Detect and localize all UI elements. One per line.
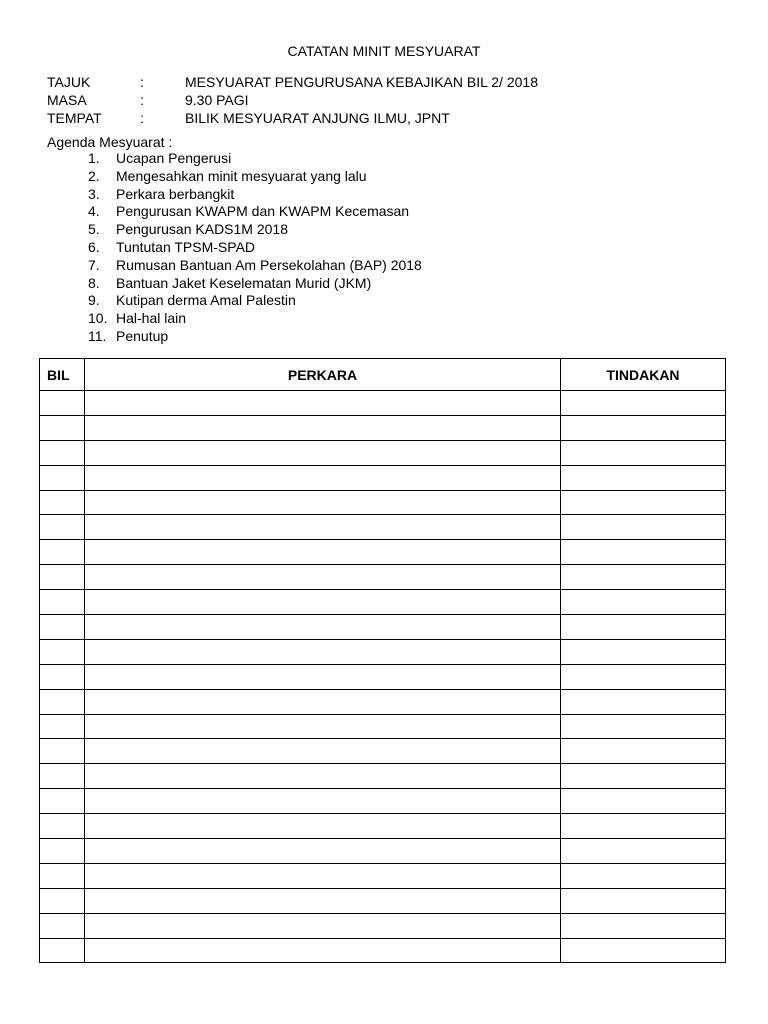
table-body <box>40 391 726 963</box>
agenda-item-text: Perkara berbangkit <box>116 185 235 202</box>
perkara-cell <box>85 664 561 689</box>
agenda-item-number: 11. <box>88 327 107 344</box>
table-row <box>40 540 726 565</box>
minutes-table <box>39 358 726 963</box>
tindakan-cell <box>561 839 726 864</box>
agenda-item-number: 9. <box>88 292 100 309</box>
table-row <box>40 490 726 515</box>
table-row <box>40 689 726 714</box>
perkara-cell <box>85 913 561 938</box>
table-row <box>40 415 726 440</box>
tindakan-cell <box>561 415 726 440</box>
perkara-cell <box>85 590 561 615</box>
agenda-item-text: Pengurusan KADS1M 2018 <box>116 221 288 238</box>
agenda-item-number: 2. <box>88 167 100 184</box>
header-bil: BIL <box>40 359 85 391</box>
bil-cell <box>40 814 85 839</box>
bil-cell <box>40 863 85 888</box>
agenda-item-number: 8. <box>88 274 100 291</box>
tindakan-cell <box>561 440 726 465</box>
agenda-item <box>88 168 422 186</box>
perkara-cell <box>85 615 561 640</box>
document-title: CATATAN MINIT MESYUARAT <box>287 43 481 59</box>
agenda-item-text: Hal-hal lain <box>116 310 187 327</box>
perkara-cell <box>85 714 561 739</box>
meta-value: BILIK MESYUARAT ANJUNG ILMU, JPNT <box>185 110 450 126</box>
tindakan-cell <box>561 540 726 565</box>
perkara-cell <box>85 515 561 540</box>
agenda-item-text: Bantuan Jaket Keselematan Murid (JKM) <box>116 274 372 291</box>
bil-cell <box>40 565 85 590</box>
bil-cell <box>40 415 85 440</box>
tindakan-cell <box>561 664 726 689</box>
tindakan-cell <box>561 789 726 814</box>
table-row <box>40 739 726 764</box>
perkara-cell <box>85 814 561 839</box>
agenda-item-text: Mengesahkan minit mesyuarat yang lalu <box>116 167 367 184</box>
bil-cell <box>40 440 85 465</box>
bil-cell <box>40 639 85 664</box>
agenda-item <box>88 275 422 293</box>
table-row <box>40 465 726 490</box>
agenda-item-number: 6. <box>88 238 100 255</box>
agenda-item-text: Pengurusan KWAPM dan KWAPM Kecemasan <box>116 203 410 220</box>
agenda-item-number: 7. <box>88 256 100 273</box>
agenda-item-text: Penutup <box>116 327 169 344</box>
perkara-cell <box>85 789 561 814</box>
table-row <box>40 590 726 615</box>
table-row <box>40 814 726 839</box>
agenda-item <box>88 310 422 328</box>
table-row <box>40 714 726 739</box>
tindakan-cell <box>561 863 726 888</box>
table-row <box>40 789 726 814</box>
perkara-cell <box>85 639 561 664</box>
bil-cell <box>40 664 85 689</box>
table-header-row <box>40 359 726 391</box>
agenda-item <box>88 203 422 221</box>
table-row <box>40 764 726 789</box>
meta-label: MASA <box>47 92 87 108</box>
bil-cell <box>40 540 85 565</box>
table-row <box>40 664 726 689</box>
table-row <box>40 913 726 938</box>
tindakan-cell <box>561 814 726 839</box>
perkara-cell <box>85 465 561 490</box>
tindakan-cell <box>561 615 726 640</box>
perkara-cell <box>85 565 561 590</box>
tindakan-cell <box>561 888 726 913</box>
perkara-cell <box>85 739 561 764</box>
tindakan-cell <box>561 590 726 615</box>
perkara-cell <box>85 440 561 465</box>
table-row <box>40 839 726 864</box>
agenda-item-text: Tuntutan TPSM-SPAD <box>116 238 256 255</box>
bil-cell <box>40 764 85 789</box>
table-row <box>40 938 726 963</box>
header-tindakan: TINDAKAN <box>561 359 726 391</box>
agenda-item-text: Kutipan derma Amal Palestin <box>116 292 296 309</box>
agenda-item <box>88 186 422 204</box>
perkara-cell <box>85 938 561 963</box>
agenda-item <box>88 328 422 346</box>
agenda-item-number: 4. <box>88 203 100 220</box>
table-row <box>40 440 726 465</box>
tindakan-cell <box>561 764 726 789</box>
tindakan-cell <box>561 639 726 664</box>
perkara-cell <box>85 839 561 864</box>
header-perkara: PERKARA <box>85 359 561 391</box>
tindakan-cell <box>561 515 726 540</box>
tindakan-cell <box>561 739 726 764</box>
meta-label: TAJUK <box>47 74 91 90</box>
agenda-item-text: Ucapan Pengerusi <box>116 150 232 166</box>
tindakan-cell <box>561 714 726 739</box>
meta-value: 9.30 PAGI <box>185 92 249 108</box>
meta-value: MESYUARAT PENGURUSANA KEBAJIKAN BIL 2/ 2018 <box>185 74 538 90</box>
meta-colon: : <box>140 92 144 108</box>
meta-colon: : <box>140 74 144 90</box>
tindakan-cell <box>561 913 726 938</box>
table-row <box>40 515 726 540</box>
tindakan-cell <box>561 490 726 515</box>
agenda-item-number: 3. <box>88 185 100 202</box>
agenda-item <box>88 150 422 168</box>
bil-cell <box>40 789 85 814</box>
tindakan-cell <box>561 465 726 490</box>
meta-colon: : <box>140 110 144 126</box>
agenda-item <box>88 221 422 239</box>
bil-cell <box>40 391 85 416</box>
bil-cell <box>40 839 85 864</box>
perkara-cell <box>85 540 561 565</box>
tindakan-cell <box>561 391 726 416</box>
bil-cell <box>40 590 85 615</box>
tindakan-cell <box>561 689 726 714</box>
bil-cell <box>40 938 85 963</box>
perkara-cell <box>85 391 561 416</box>
bil-cell <box>40 739 85 764</box>
bil-cell <box>40 490 85 515</box>
table-row <box>40 639 726 664</box>
perkara-cell <box>85 689 561 714</box>
agenda-item <box>88 257 422 275</box>
perkara-cell <box>85 888 561 913</box>
agenda-item-text: Rumusan Bantuan Am Persekolahan (BAP) 2018 <box>116 256 422 273</box>
agenda-item <box>88 292 422 310</box>
bil-cell <box>40 913 85 938</box>
agenda-item <box>88 239 422 257</box>
perkara-cell <box>85 863 561 888</box>
bil-cell <box>40 714 85 739</box>
table-row <box>40 888 726 913</box>
agenda-item-number: 5. <box>88 221 100 238</box>
bil-cell <box>40 465 85 490</box>
meta-label: TEMPAT <box>47 110 102 126</box>
perkara-cell <box>85 415 561 440</box>
agenda-list <box>88 150 422 346</box>
table-row <box>40 565 726 590</box>
bil-cell <box>40 615 85 640</box>
agenda-heading: Agenda Mesyuarat : <box>47 134 173 150</box>
agenda-item-number: 1. <box>88 150 100 166</box>
agenda-item-number: 10. <box>88 310 108 327</box>
perkara-cell <box>85 490 561 515</box>
tindakan-cell <box>561 938 726 963</box>
perkara-cell <box>85 764 561 789</box>
bil-cell <box>40 515 85 540</box>
bil-cell <box>40 689 85 714</box>
table-row <box>40 615 726 640</box>
table-row <box>40 863 726 888</box>
tindakan-cell <box>561 565 726 590</box>
bil-cell <box>40 888 85 913</box>
table-row <box>40 391 726 416</box>
